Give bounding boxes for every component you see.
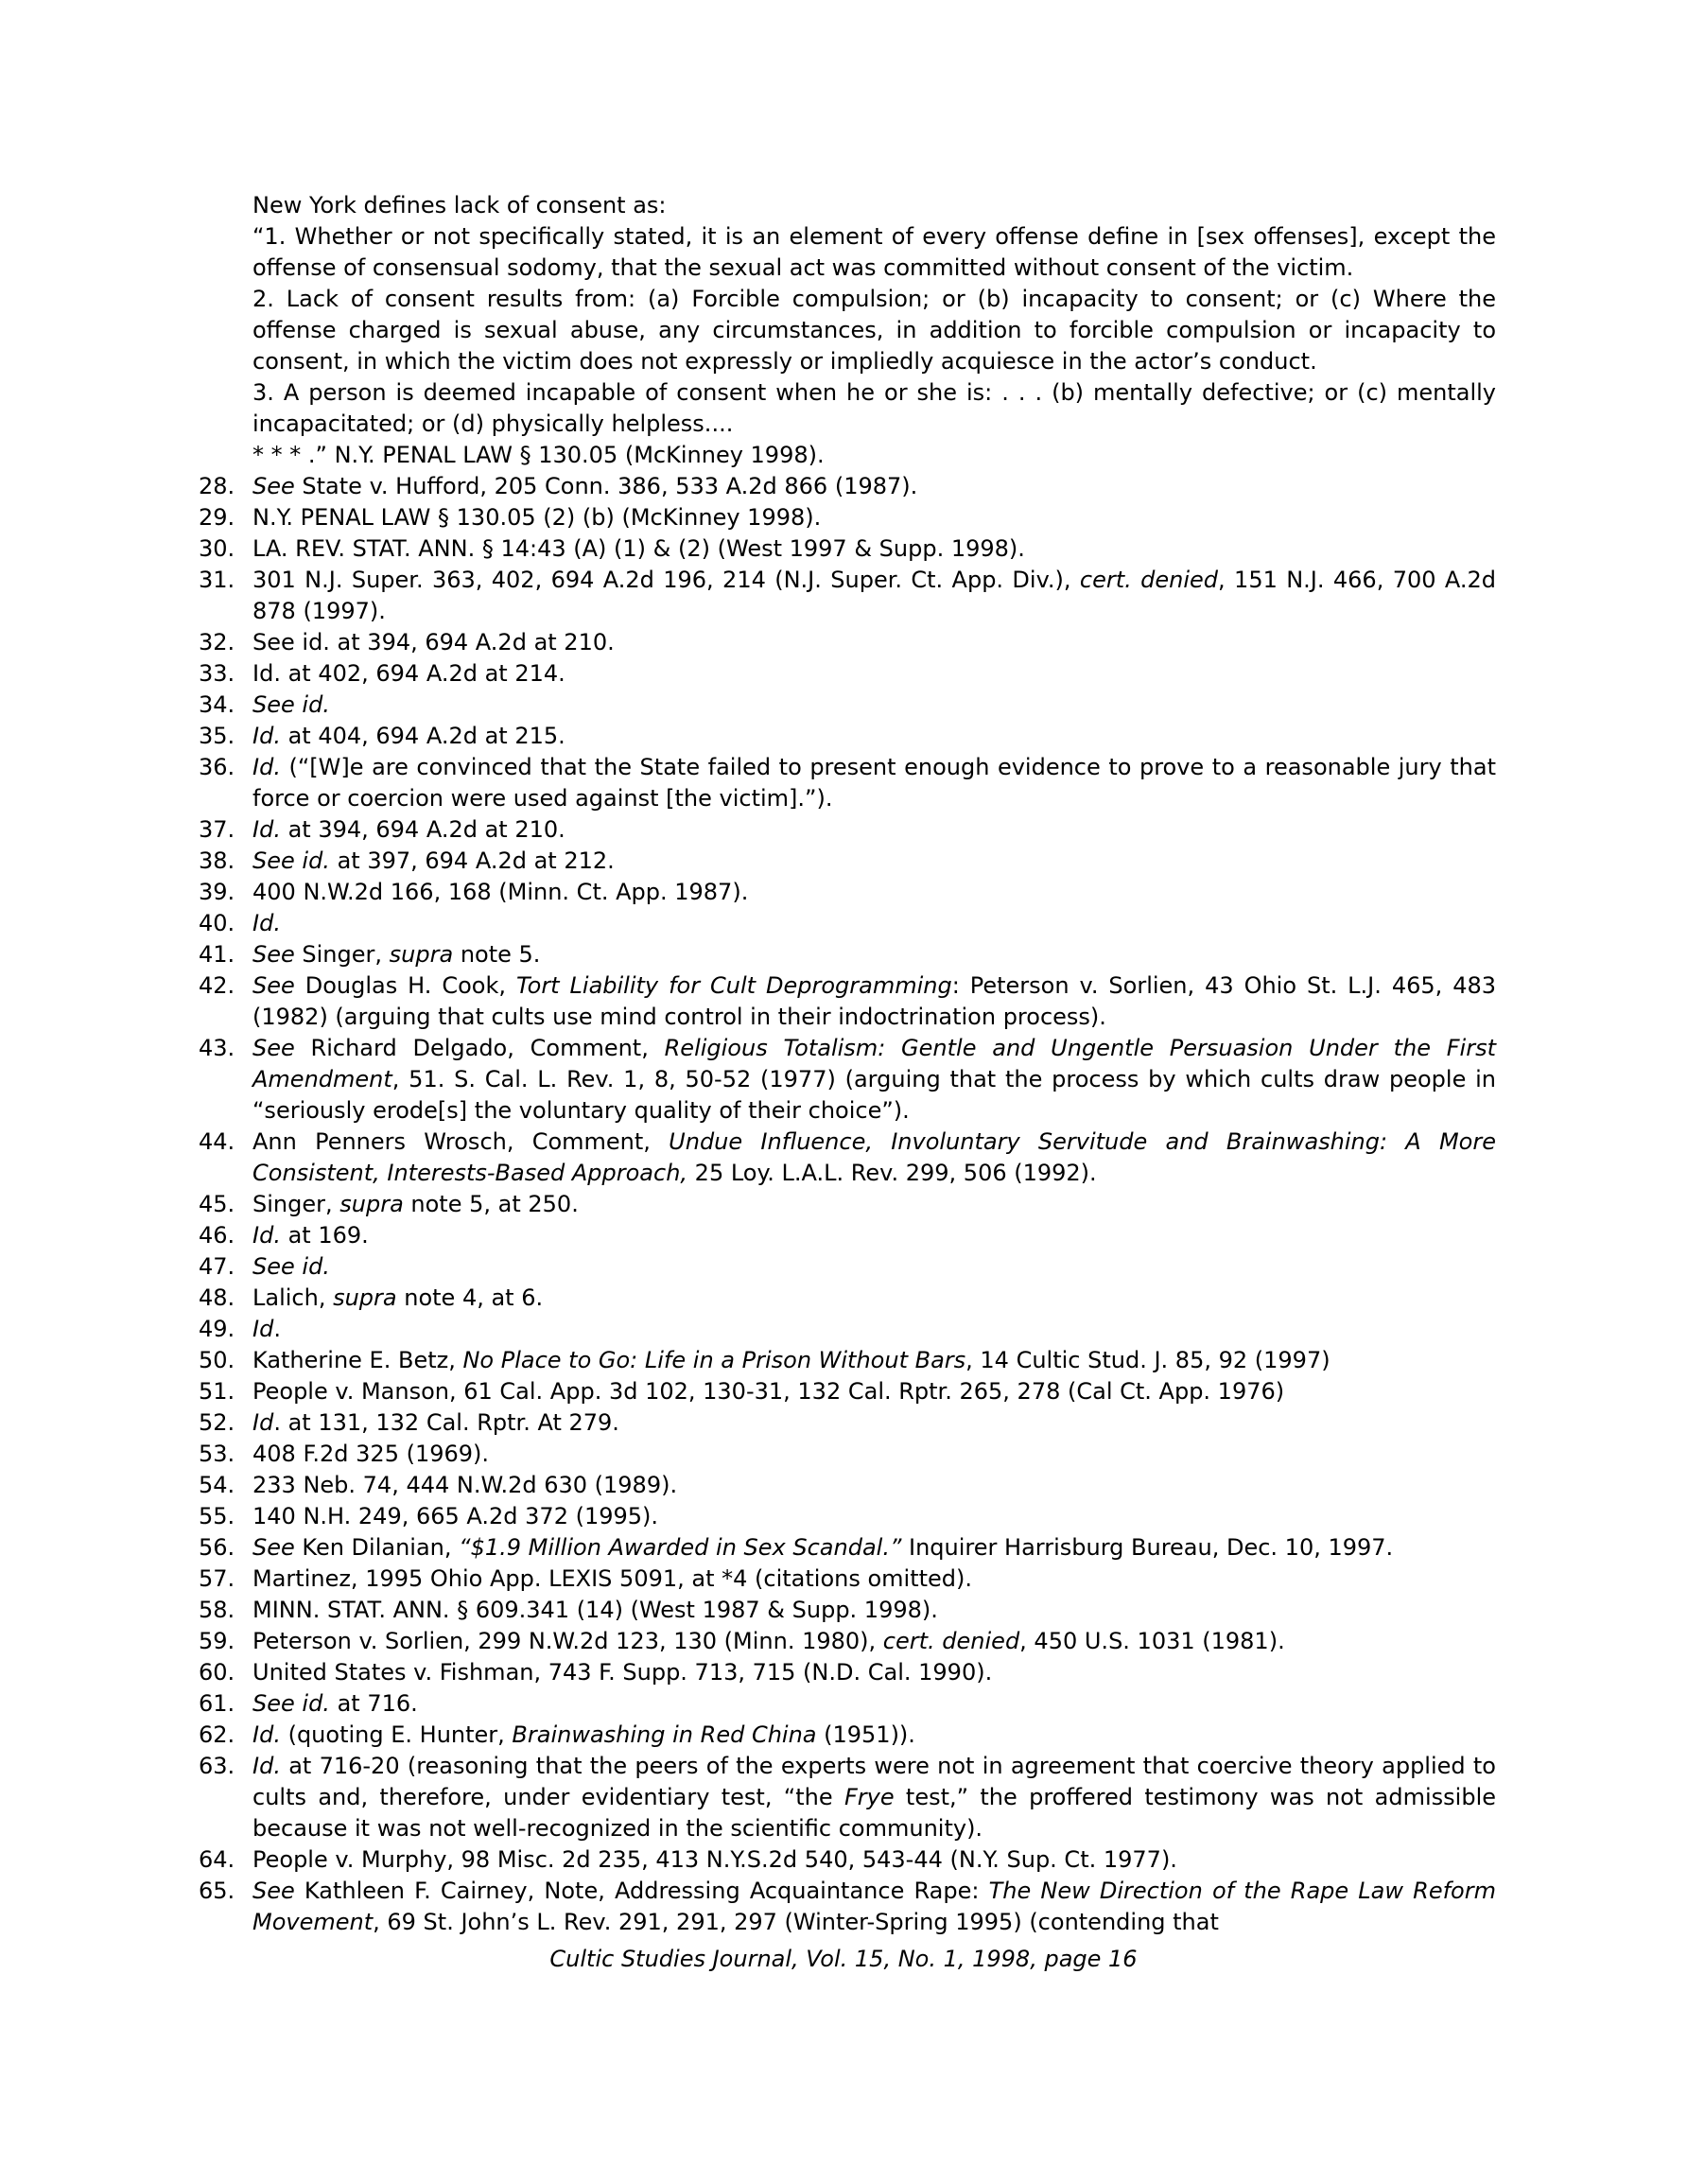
footnote-item [199, 814, 1496, 846]
text-run: at 397, 694 A.2d at 212. [329, 847, 615, 874]
text-run: , 151 N.J. 466, 700 A.2d 878 (1997). [252, 567, 1497, 624]
footnote-item [199, 1220, 1496, 1251]
footnote-item [199, 690, 1496, 721]
footnote-item [199, 1564, 1496, 1595]
footnote-number: 44. [199, 1128, 235, 1155]
statute-blockquote [199, 190, 1496, 471]
footnote-item [199, 1657, 1496, 1688]
footnote-item [199, 721, 1496, 752]
italic-text-run: See [252, 1035, 311, 1061]
text-run: N.Y. PENAL LAW § 130.05 (2) (b) (McKinney 1998). [252, 504, 822, 531]
text-run: : Peterson v. Sorlien, 43 Ohio St. L.J. 465, 483 (1982) (arguing that cults use mind control in their indoctrination process). [252, 972, 1497, 1030]
footnote-item [199, 939, 1496, 970]
italic-text-run: The New Direction of the Rape Law Reform Movement [252, 1878, 1496, 1935]
text-run: at 169. [280, 1222, 369, 1249]
footnote-number: 41. [199, 941, 235, 968]
footnote-number: 54. [199, 1472, 235, 1498]
footnote-number: 45. [199, 1191, 235, 1217]
text-run: Peterson v. Sorlien, 299 N.W.2d 123, 130 (Minn. 1980), [252, 1628, 883, 1654]
text-run: . at 131, 132 Cal. Rptr. At 279. [273, 1409, 619, 1436]
intro-paragraph [252, 190, 1496, 221]
footnote-item [199, 877, 1496, 908]
text-run: Inquirer Harrisburg Bureau, Dec. 10, 1997. [901, 1534, 1394, 1561]
footnote-number: 39. [199, 879, 235, 905]
endnotes-content [199, 190, 1496, 1938]
footnote-item [199, 846, 1496, 877]
footnote-number: 43. [199, 1035, 235, 1061]
footnote-item [199, 471, 1496, 502]
italic-text-run: Id. [252, 723, 281, 749]
text-run: * * * .” N.Y. PENAL LAW § 130.05 (McKinney 1998). [252, 442, 825, 468]
footnote-number: 38. [199, 847, 235, 874]
text-run: 400 N.W.2d 166, 168 (Minn. Ct. App. 1987). [252, 879, 749, 905]
footnote-item [199, 1189, 1496, 1220]
italic-text-run: Undue Influence, Involuntary Servitude and Brainwashing: A More Consistent, Interests-Based Approach, [252, 1128, 1496, 1186]
text-run: (quoting E. Hunter, [280, 1721, 513, 1748]
footnote-item [199, 565, 1496, 627]
text-run: , 14 Cultic Stud. J. 85, 92 (1997) [965, 1347, 1330, 1373]
text-run: test,” the proffered testimony was not admissible because it was not well-recognized in the scientific community). [252, 1784, 1496, 1842]
italic-text-run: cert. denied [1079, 567, 1219, 593]
text-run: Richard Delgado, Comment, [310, 1035, 665, 1061]
footnote-number: 50. [199, 1347, 235, 1373]
text-run: 2. Lack of consent results from: (a) Forcible compulsion; or (b) incapacity to consent; or (c) Where the offense charged is sexual abuse, any circumstances, in addition to forcible compulsion or incapacity to consent, in which the victim does not expressly or impliedly acquiesce in the actor’s conduct. [252, 286, 1496, 375]
italic-text-run: See id. [252, 1253, 330, 1280]
intro-paragraph [252, 377, 1496, 440]
footnote-number: 29. [199, 504, 235, 531]
text-run: Id. at 402, 694 A.2d at 214. [252, 660, 565, 687]
italic-text-run: supra [333, 1284, 397, 1311]
text-run: at 404, 694 A.2d at 215. [280, 723, 565, 749]
footnote-item [199, 1626, 1496, 1657]
footnote-item [199, 1407, 1496, 1439]
footnote-item [199, 1844, 1496, 1876]
footnote-number: 40. [199, 910, 235, 936]
text-run: at 716. [329, 1690, 418, 1717]
footnote-number: 48. [199, 1284, 235, 1311]
text-run: People v. Murphy, 98 Misc. 2d 235, 413 N.Y.S.2d 540, 543-44 (N.Y. Sup. Ct. 1977). [252, 1846, 1177, 1873]
italic-text-run: Brainwashing in Red China [512, 1721, 817, 1748]
footnote-number: 62. [199, 1721, 235, 1748]
text-run: Martinez, 1995 Ohio App. LEXIS 5091, at *4 (citations omitted). [252, 1565, 973, 1592]
text-run: , 51. S. Cal. L. Rev. 1, 8, 50-52 (1977) (arguing that the process by which cults draw people in “seriously erode[s] the voluntary quality of their choice”). [252, 1066, 1496, 1124]
italic-text-run: cert. denied [882, 1628, 1020, 1654]
footnote-number: 42. [199, 972, 235, 999]
text-run: Singer, [302, 941, 390, 968]
footnote-item [199, 1251, 1496, 1283]
footnote-number: 49. [199, 1316, 235, 1342]
footnote-number: 35. [199, 723, 235, 749]
text-run: Douglas H. Cook, [304, 972, 516, 999]
text-run: . [273, 1316, 281, 1342]
italic-text-run: See id. [252, 847, 330, 874]
italic-text-run: Frye [844, 1784, 895, 1810]
footnote-item [199, 627, 1496, 658]
footnote-number: 31. [199, 567, 235, 593]
footnote-item [199, 1595, 1496, 1626]
footnote-number: 60. [199, 1659, 235, 1686]
text-run: Singer, [252, 1191, 340, 1217]
text-run: at 716-20 (reasoning that the peers of the experts were not in agreement that coercive theory applied to cults and, therefore, under evidentiary test, “the [252, 1753, 1496, 1810]
text-run: (1951)). [816, 1721, 915, 1748]
italic-text-run: supra [389, 941, 454, 968]
italic-text-run: See [252, 972, 305, 999]
text-run: State v. Hufford, 205 Conn. 386, 533 A.2d 866 (1987). [302, 473, 918, 499]
italic-text-run: See [252, 473, 303, 499]
italic-text-run: Id. [252, 1753, 281, 1779]
text-run: note 4, at 6. [396, 1284, 544, 1311]
footnote-item [199, 1876, 1496, 1938]
footnote-item [199, 752, 1496, 814]
footnote-number: 64. [199, 1846, 235, 1873]
footnote-number: 52. [199, 1409, 235, 1436]
intro-paragraph [252, 221, 1496, 284]
text-run: Lalich, [252, 1284, 334, 1311]
footnote-number: 32. [199, 629, 235, 655]
italic-text-run: Id. [252, 1222, 281, 1249]
text-run: Ann Penners Wrosch, Comment, [252, 1128, 670, 1155]
italic-text-run: Id. [252, 910, 281, 936]
italic-text-run: No Place to Go: Life in a Prison Without Bars [462, 1347, 966, 1373]
footnote-item [199, 1751, 1496, 1844]
footnote-number: 34. [199, 691, 235, 718]
footnote-number: 37. [199, 816, 235, 843]
footnote-item [199, 1439, 1496, 1470]
footnote-item [199, 1532, 1496, 1564]
text-run: 301 N.J. Super. 363, 402, 694 A.2d 196, 214 (N.J. Super. Ct. App. Div.), [252, 567, 1080, 593]
text-run: 408 F.2d 325 (1969). [252, 1441, 490, 1467]
intro-paragraph [252, 440, 1496, 471]
text-run: Ken Dilanian, [302, 1534, 460, 1561]
italic-text-run: Id [252, 1316, 274, 1342]
italic-text-run: Religious Totalism: Gentle and Ungentle Persuasion Under the First Amendment [252, 1035, 1496, 1092]
footnote-number: 46. [199, 1222, 235, 1249]
footnote-number: 56. [199, 1534, 235, 1561]
italic-text-run: See id. [252, 691, 330, 718]
footnote-item [199, 533, 1496, 565]
text-run: at 394, 694 A.2d at 210. [280, 816, 565, 843]
text-run: “1. Whether or not specifically stated, it is an element of every offense define in [sex offenses], except the offense of consensual sodomy, that the sexual act was committed without consent of the victim. [252, 223, 1496, 281]
text-run: United States v. Fishman, 743 F. Supp. 713, 715 (N.D. Cal. 1990). [252, 1659, 993, 1686]
footnote-number: 61. [199, 1690, 235, 1717]
intro-paragraph [252, 284, 1496, 377]
text-run: LA. REV. STAT. ANN. § 14:43 (A) (1) & (2) (West 1997 & Supp. 1998). [252, 535, 1025, 562]
footnote-number: 36. [199, 754, 235, 780]
footnote-number: 53. [199, 1441, 235, 1467]
footnote-item [199, 1688, 1496, 1720]
footnote-number: 59. [199, 1628, 235, 1654]
footnote-item [199, 1501, 1496, 1532]
text-run: People v. Manson, 61 Cal. App. 3d 102, 130-31, 132 Cal. Rptr. 265, 278 (Cal Ct. App. 1976) [252, 1378, 1285, 1405]
text-run: 140 N.H. 249, 665 A.2d 372 (1995). [252, 1503, 659, 1529]
footnote-item [199, 1283, 1496, 1314]
text-run: Kathleen F. Cairney, Note, Addressing Acquaintance Rape: [304, 1878, 989, 1904]
footnote-item [199, 970, 1496, 1033]
footnote-number: 28. [199, 473, 235, 499]
footnote-item [199, 908, 1496, 939]
footnote-item [199, 1720, 1496, 1751]
italic-text-run: Id. [252, 1721, 281, 1748]
italic-text-run: See [252, 1534, 303, 1561]
italic-text-run: supra [339, 1191, 404, 1217]
text-run: 3. A person is deemed incapable of consent when he or she is: . . . (b) mentally defective; or (c) mentally incapacitated; or (d) physically helpless.... [252, 379, 1496, 437]
footnote-number: 65. [199, 1878, 235, 1904]
page-footer [0, 1944, 1687, 1975]
italic-text-run: Id [252, 1409, 274, 1436]
footnote-number: 63. [199, 1753, 235, 1779]
footnote-item [199, 502, 1496, 533]
text-run: 25 Loy. L.A.L. Rev. 299, 506 (1992). [687, 1160, 1097, 1186]
footnote-item [199, 1314, 1496, 1345]
footnote-number: 33. [199, 660, 235, 687]
text-run: Katherine E. Betz, [252, 1347, 463, 1373]
text-run: , 450 U.S. 1031 (1981). [1019, 1628, 1285, 1654]
footnote-item [199, 1127, 1496, 1189]
footnote-number: 47. [199, 1253, 235, 1280]
text-run: note 5, at 250. [403, 1191, 579, 1217]
text-run: , 69 St. John’s L. Rev. 291, 291, 297 (Winter-Spring 1995) (contending that [373, 1909, 1219, 1935]
text-run: MINN. STAT. ANN. § 609.341 (14) (West 1987 & Supp. 1998). [252, 1597, 938, 1623]
footnote-number: 51. [199, 1378, 235, 1405]
journal-citation-text: Cultic Studies Journal, Vol. 15, No. 1, 1998, page 16 [549, 1946, 1138, 1972]
italic-text-run: Tort Liability for Cult Deprogramming [515, 972, 952, 999]
italic-text-run: See [252, 941, 303, 968]
italic-text-run: See [252, 1878, 304, 1904]
italic-text-run: See id. [252, 1690, 330, 1717]
footnote-item [199, 1470, 1496, 1501]
footnote-number: 30. [199, 535, 235, 562]
footnote-item [199, 1033, 1496, 1127]
footnote-number: 58. [199, 1597, 235, 1623]
text-run: New York defines lack of consent as: [252, 192, 667, 218]
footnote-number: 57. [199, 1565, 235, 1592]
footnote-list [199, 471, 1496, 1938]
italic-text-run: “$1.9 Million Awarded in Sex Scandal.” [459, 1534, 902, 1561]
footnote-item [199, 1345, 1496, 1376]
italic-text-run: Id. [252, 816, 281, 843]
text-run: note 5. [453, 941, 541, 968]
footnote-number: 55. [199, 1503, 235, 1529]
text-run: 233 Neb. 74, 444 N.W.2d 630 (1989). [252, 1472, 678, 1498]
text-run: See id. at 394, 694 A.2d at 210. [252, 629, 615, 655]
italic-text-run: Id. [252, 754, 281, 780]
text-run: (“[W]e are convinced that the State failed to present enough evidence to prove to a reasonable jury that force or coercion were used against [the victim].”). [252, 754, 1496, 812]
footnote-item [199, 658, 1496, 690]
footnote-item [199, 1376, 1496, 1407]
